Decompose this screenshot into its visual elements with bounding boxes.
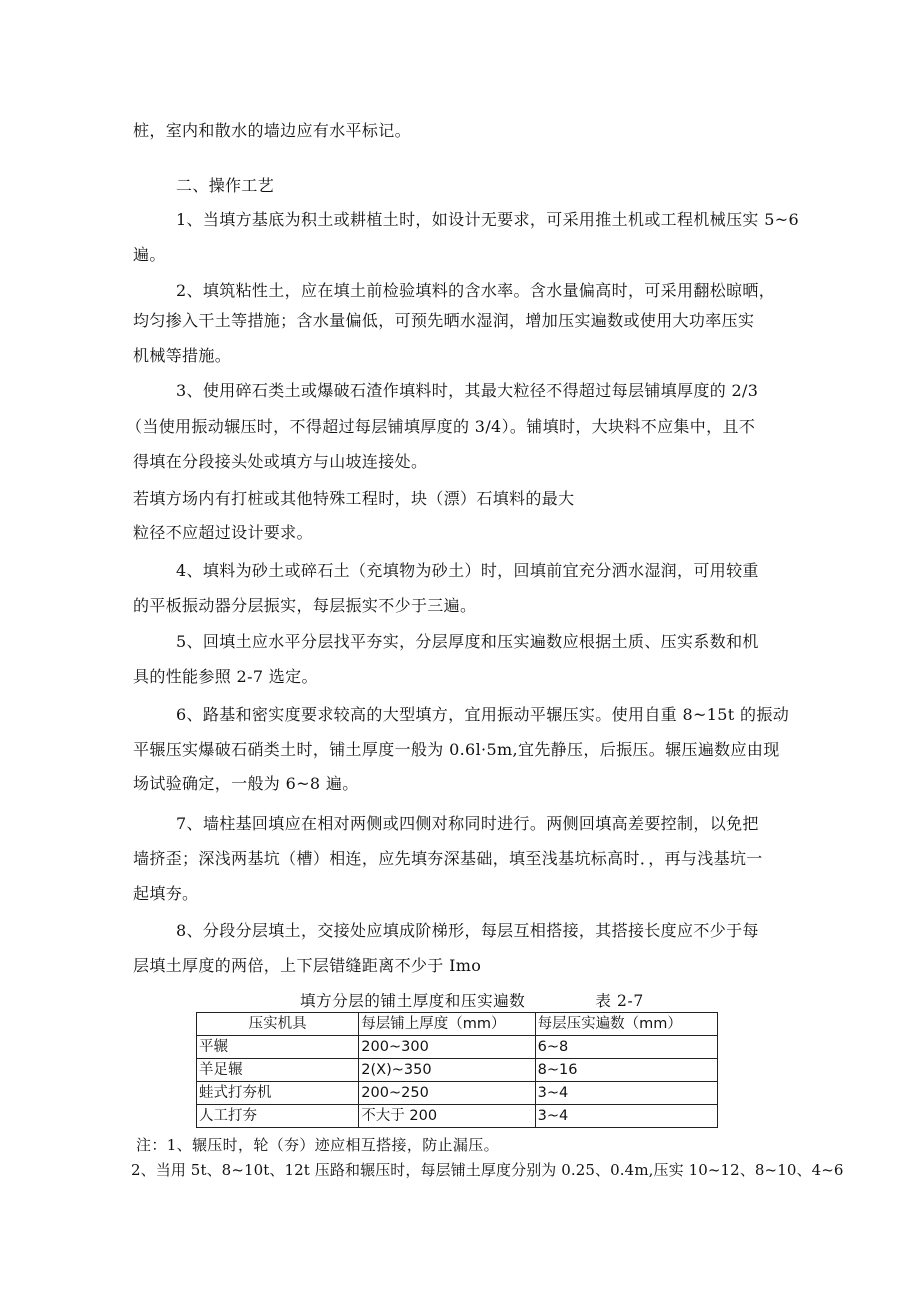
cell-passes: 8~16 <box>535 1059 717 1082</box>
paragraph-2-line-1: 2、填筑粘性土，应在填土前检验填料的含水率。含水量偏高时，可采用翻松晾晒， <box>176 281 776 300</box>
paragraph-4-line-2: 的平板振动器分层振实，每层振实不少于三遍。 <box>133 596 477 615</box>
table-row <box>197 1082 718 1105</box>
cell-thickness: 不大于 200 <box>359 1105 535 1128</box>
header-passes: 每层压实遍数（mm） <box>535 1013 717 1036</box>
cell-equipment: 蛙式打夯机 <box>197 1082 359 1105</box>
paragraph-2-line-2: 均匀掺入干土等措施；含水量偏低，可预先晒水湿润，增加压实遍数或使用大功率压实 <box>133 311 755 330</box>
section-heading: 二、操作工艺 <box>176 176 275 195</box>
table-note-1: 注：1、辗压时，轮（夯）迹应相互搭接，防止漏压。 <box>136 1136 499 1154</box>
paragraph-8-line-2: 层填土厚度的两倍，上下层错缝距离不少于 Imo <box>133 956 482 975</box>
paragraph-1-line-2: 遍。 <box>133 245 166 264</box>
paragraph-3-line-5: 粒径不应超过设计要求。 <box>133 523 313 542</box>
table-note-2: 2、当用 5t、8~10t、12t 压路和辗压时，每层铺土厚度分别为 0.25、0.4m,压实 10~12、8~10、4~6 <box>131 1161 844 1179</box>
compaction-table <box>196 1012 718 1128</box>
table-row <box>197 1105 718 1128</box>
paragraph-3-line-2: （当使用振动辗压时，不得超过每层铺填厚度的 3/4）。铺填时，大块料不应集中，且不 <box>126 417 756 436</box>
paragraph-7-line-2: 墙挤歪；深浅两基坑（槽）相连，应先填夯深基础，填至浅基坑标高时．，再与浅基坑一 <box>133 849 763 868</box>
paragraph-6-line-3: 场试验确定，一般为 6~8 遍。 <box>133 774 359 793</box>
paragraph-5-line-1: 5、回填土应水平分层找平夯实，分层厚度和压实遍数应根据土质、压实系数和机 <box>176 632 759 651</box>
header-thickness: 每层铺上厚度（mm） <box>359 1013 535 1036</box>
cell-equipment: 人工打夯 <box>197 1105 359 1128</box>
table-number: 表 2-7 <box>595 992 644 1010</box>
cell-passes: 3~4 <box>535 1082 717 1105</box>
cell-passes: 6~8 <box>535 1036 717 1059</box>
paragraph-6-line-1: 6、路基和密实度要求较高的大型填方，宜用振动平辗压实。使用自重 8~15t 的振动 <box>176 705 790 724</box>
paragraph-3-line-4: 若填方场内有打桩或其他特殊工程时，块（漂）石填料的最大 <box>133 489 575 508</box>
table-row <box>197 1036 718 1059</box>
paragraph-8-line-1: 8、分段分层填土，交接处应填成阶梯形，每层互相搭接，其搭接长度应不少于每 <box>176 921 759 940</box>
paragraph-3-line-1: 3、使用碎石类土或爆破石渣作填料时，其最大粒径不得超过每层铺填厚度的 2/3 <box>176 381 759 400</box>
table-caption <box>300 992 644 1010</box>
cell-equipment: 羊足辗 <box>197 1059 359 1082</box>
table-header-row <box>197 1013 718 1036</box>
paragraph-4-line-1: 4、填料为砂土或碎石土（充填物为砂土）时，回填前宜充分洒水湿润，可用较重 <box>176 561 759 580</box>
header-equipment: 压实机具 <box>197 1013 359 1036</box>
paragraph-7-line-1: 7、墙柱基回填应在相对两侧或四侧对称同时进行。两侧回填高差要控制，以免把 <box>176 814 759 833</box>
paragraph-5-line-2: 具的性能参照 2-7 选定。 <box>133 667 318 686</box>
cell-thickness: 200~300 <box>359 1036 535 1059</box>
cell-equipment: 平辗 <box>197 1036 359 1059</box>
paragraph-1-line-1: 1、当填方基底为积土或耕植土时，如设计无要求，可采用推土机或工程机械压实 5~6 <box>176 210 800 229</box>
cell-thickness: 200~250 <box>359 1082 535 1105</box>
paragraph-2-line-3: 机械等措施。 <box>133 346 232 365</box>
table-row <box>197 1059 718 1082</box>
table-title: 填方分层的铺土厚度和压实遍数 <box>300 992 526 1010</box>
paragraph-3-line-3: 得填在分段接头处或填方与山坡连接处。 <box>133 452 428 471</box>
cell-passes: 3~4 <box>535 1105 717 1128</box>
paragraph-6-line-2: 平辗压实爆破石硝类土时，铺土厚度一般为 0.6l·5m,宜先静压，后振压。辗压遍数应由现 <box>133 740 780 759</box>
paragraph-7-line-3: 起填夯。 <box>133 884 199 903</box>
cell-thickness: 2(X)~350 <box>359 1059 535 1082</box>
paragraph-continuation: 桩，室内和散水的墙边应有水平标记。 <box>133 121 411 140</box>
